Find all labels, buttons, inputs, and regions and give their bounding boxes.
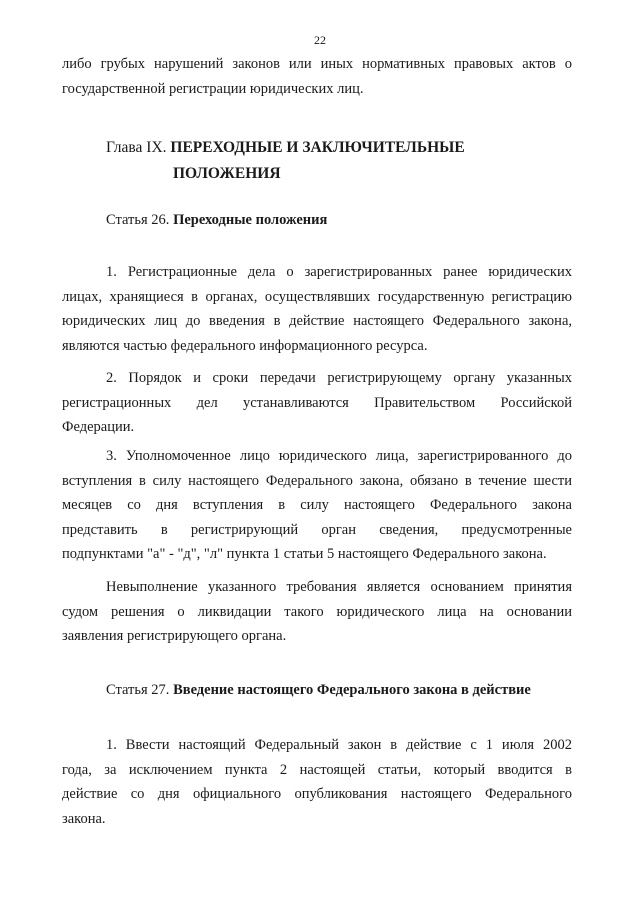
text-line: лицах, хранящиеся в органах, осуществлявших государственную регистрацию [62,288,572,305]
chapter-title-line1: ПЕРЕХОДНЫЕ И ЗАКЛЮЧИТЕЛЬНЫЕ [170,139,465,156]
chapter-title-line2: ПОЛОЖЕНИЯ [173,165,281,182]
article-27-heading [106,678,531,702]
text-line: регистрационных дел устанавливаются Правительством Российской [62,394,572,411]
article-26-heading [106,208,327,232]
article-label: Статья 26. [106,212,170,228]
text-line: юридических лиц до введения в действие настоящего Федерального закона, [62,313,572,329]
text-line: являются частью федерального информационного ресурса. [62,337,428,354]
text-line: Невыполнение указанного требования является основанием принятия [106,579,572,595]
text-line: заявления регистрирующего органа. [62,628,287,644]
article-title: Введение настоящего Федерального закона в действие [173,682,531,698]
text-line: действие со дня официального опубликования настоящего Федерального [62,786,572,802]
chapter-label: Глава IX. [106,139,167,156]
text-line: представить в регистрирующий орган сведения, предусмотренные [62,521,572,538]
text-line: Федерации. [62,419,135,435]
text-line: либо грубых нарушений законов или иных нормативных правовых актов о [62,56,572,72]
text-line: государственной регистрации юридических лиц. [62,80,364,97]
text-line: месяцев со дня вступления в силу настоящего Федерального закона [62,497,572,513]
text-line: года, за исключением пункта 2 настоящей статьи, который вводится в [62,761,572,778]
article-label: Статья 27. [106,682,170,698]
page-number: 22 [314,33,326,47]
chapter-heading [106,135,576,187]
article-27-paragraph-1 [62,733,572,831]
text-line: 3. Уполномоченное лицо юридического лица, зарегистрированного до [106,448,572,464]
article-26-paragraph-2 [62,366,572,440]
article-26-paragraph-4 [62,575,572,649]
text-line: 1. Ввести настоящий Федеральный закон в действие с 1 июля 2002 [106,737,572,753]
text-line: 2. Порядок и сроки передачи регистрирующему органу указанных [106,370,572,386]
text-line: 1. Регистрационные дела о зарегистрированных ранее юридических [106,264,572,280]
text-line: закона. [62,810,106,827]
article-26-paragraph-3 [62,444,572,567]
text-line: подпунктами "а" - "д", "л" пункта 1 статьи 5 настоящего Федерального закона. [62,546,547,562]
article-26-paragraph-1 [62,260,572,358]
text-line: вступления в силу настоящего Федерального закона, обязано в течение шести [62,472,572,489]
text-line: судом решения о ликвидации такого юридического лица на основании [62,603,572,620]
article-title: Переходные положения [173,212,328,228]
continuation-paragraph [62,52,572,101]
